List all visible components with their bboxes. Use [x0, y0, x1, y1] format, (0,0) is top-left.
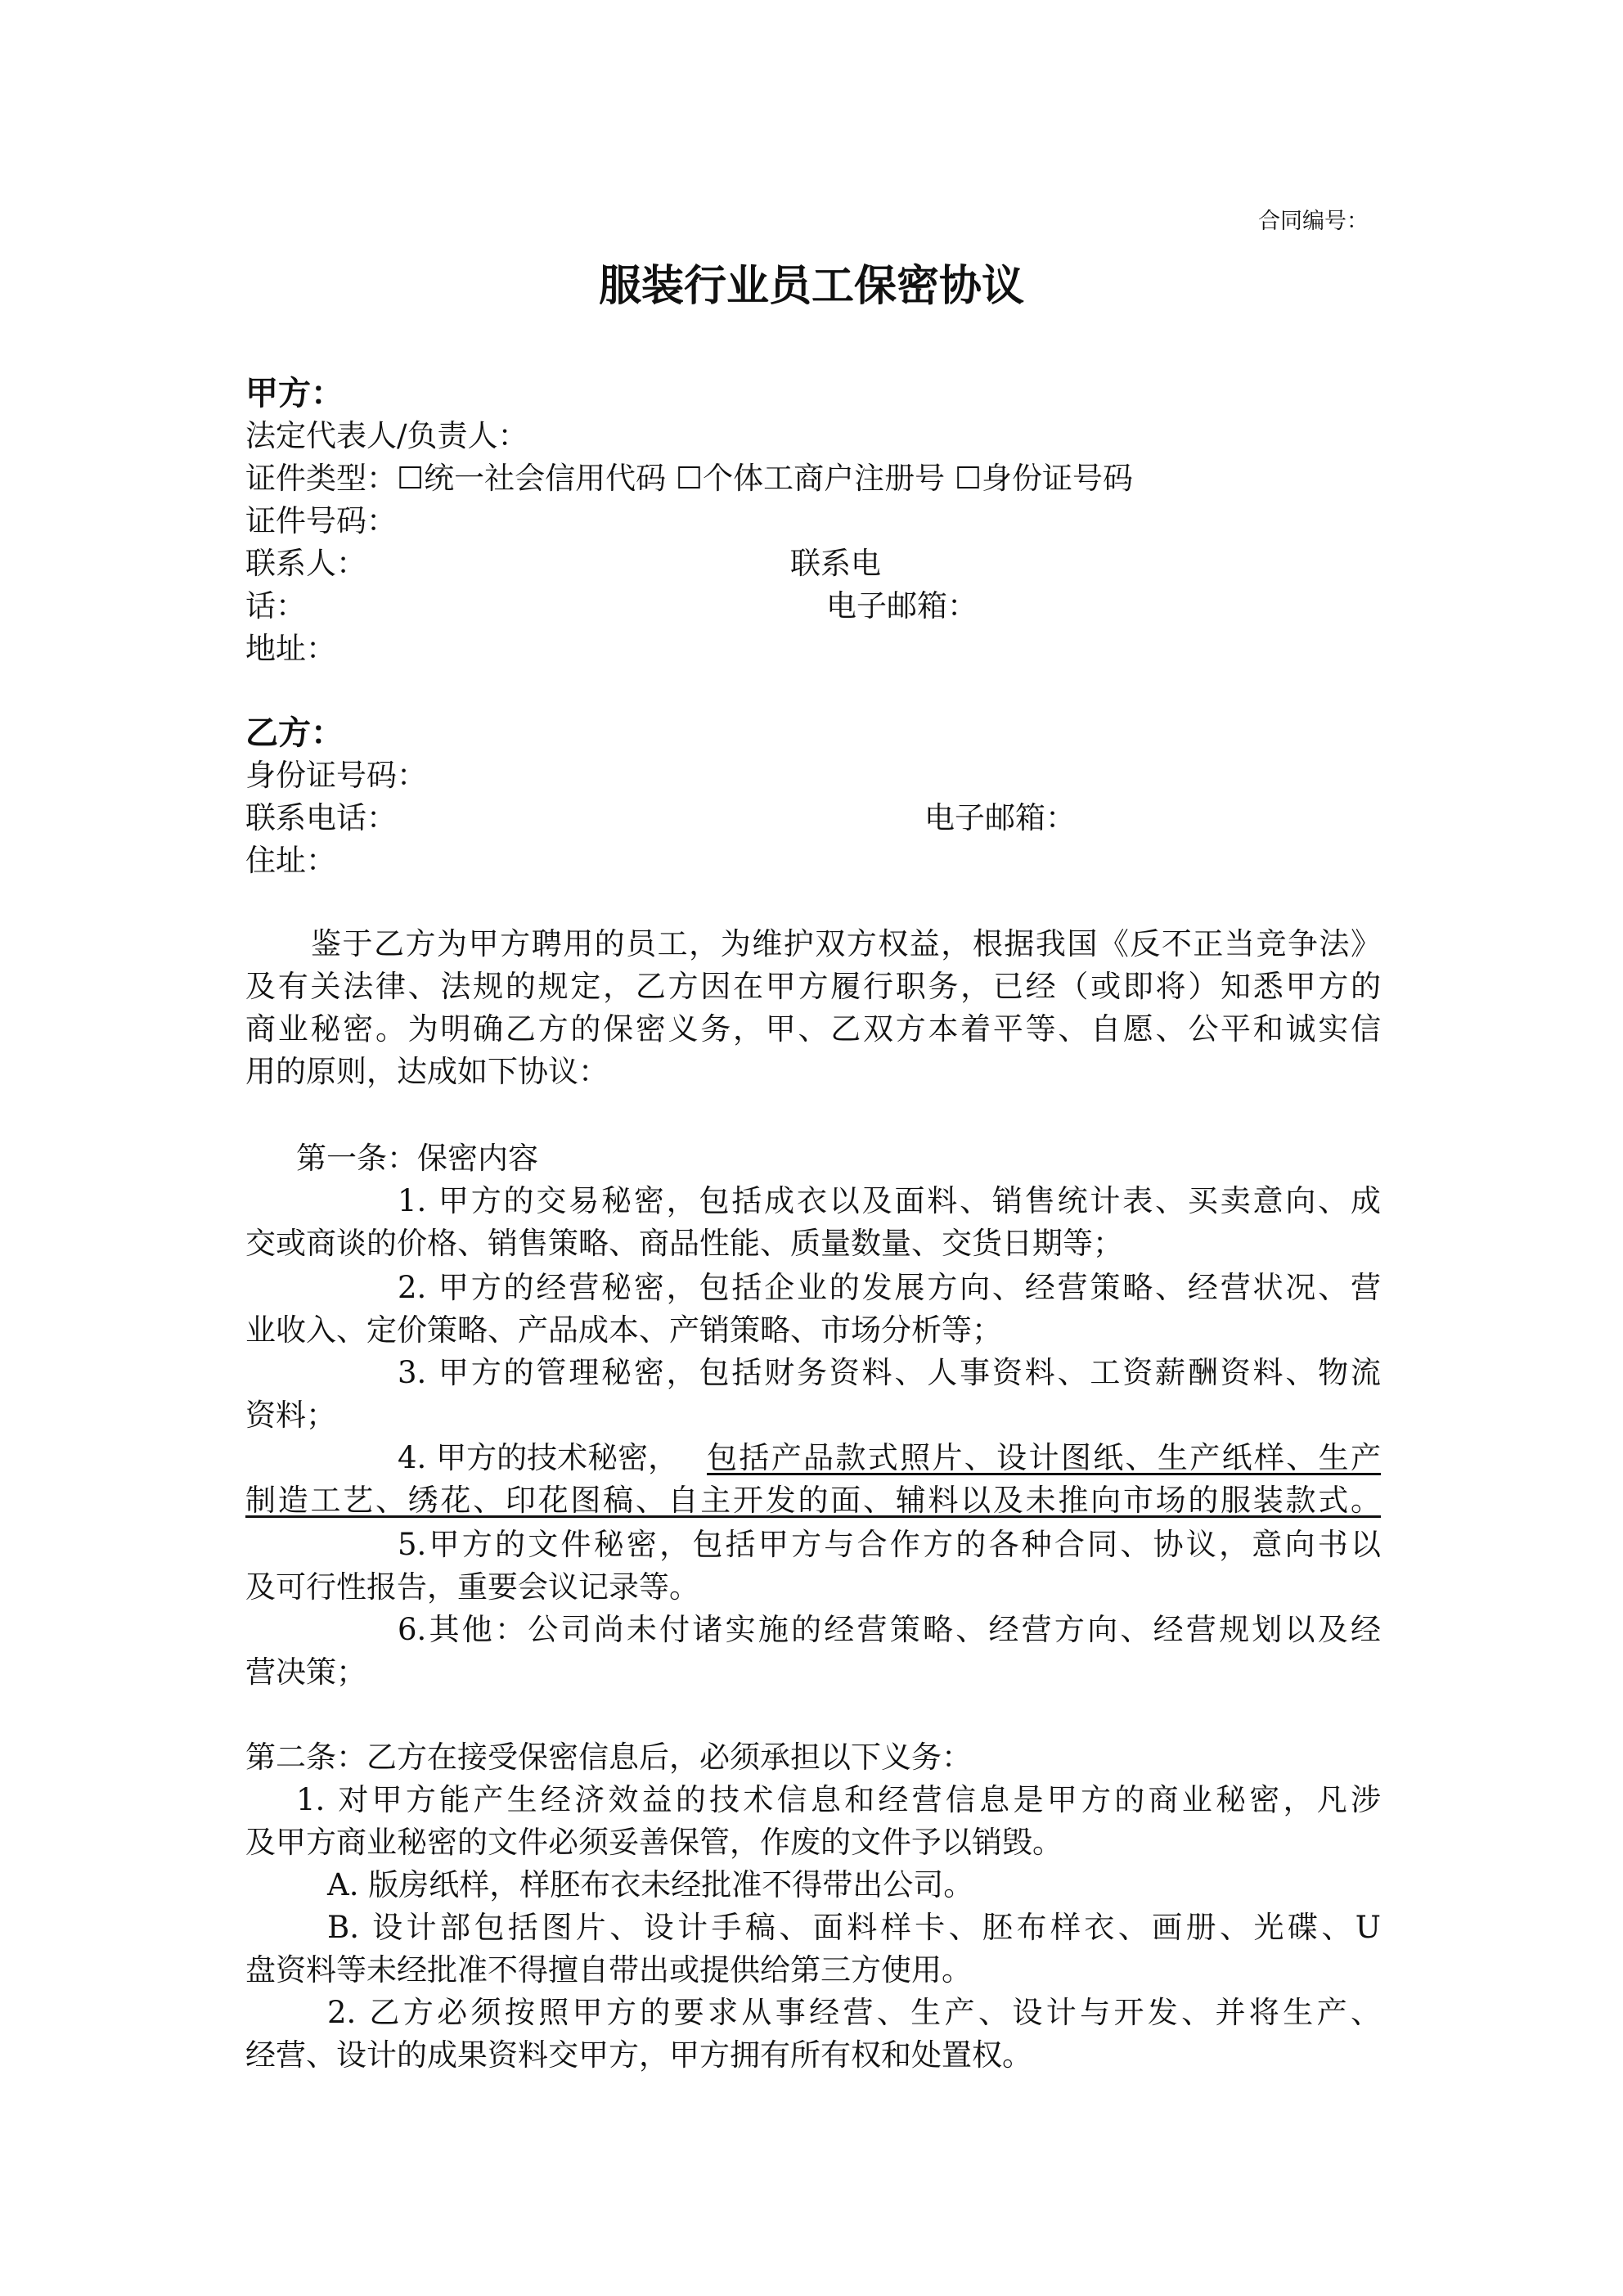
party-b-email: 电子邮箱：: [924, 800, 1076, 835]
article-1-item-4-underlined-cont: 制造工艺、绣花、印花图稿、自主开发的面、辅料以及未推向市场的服装款式。: [245, 1483, 1381, 1518]
article-2-para-1: 1. 对甲方能产生经济效益的技术信息和经营信息是甲方的商业秘密，凡涉: [296, 1782, 1381, 1817]
article-1-item-2: 2. 甲方的经营秘密，包括企业的发展方向、经营策略、经营状况、营: [398, 1270, 1381, 1305]
article-1-item-6-cont: 营决策；: [245, 1654, 366, 1690]
article-2-para-b: B. 设计部包括图片、设计手稿、面料样卡、胚布样衣、画册、光碟、U: [327, 1910, 1381, 1945]
article-1-item-4-underlined: 包括产品款式照片、设计图纸、生产纸样、生产: [707, 1440, 1381, 1475]
party-b-address: 住址：: [245, 843, 336, 878]
party-a-phone-label-start: 联系电: [790, 546, 881, 581]
party-a-id-type: 证件类型：☐统一社会信用代码 ☐个体工商户注册号 ☐身份证号码: [245, 461, 1134, 496]
preamble-line: 及有关法律、法规的规定，乙方因在甲方履行职务，已经（或即将）知悉甲方的: [245, 969, 1381, 1004]
party-b-heading: 乙方：: [245, 714, 344, 752]
article-1-item-2-cont: 业收入、定价策略、产品成本、产销策略、市场分析等；: [245, 1312, 1002, 1348]
party-a-id-number: 证件号码：: [245, 503, 397, 538]
party-a-legal-rep: 法定代表人/负责人：: [245, 418, 528, 453]
article-2-para-2-cont: 经营、设计的成果资料交甲方，甲方拥有所有权和处置权。: [245, 2037, 1032, 2073]
article-1-heading: 第一条：保密内容: [296, 1141, 538, 1176]
preamble-line: 商业秘密。为明确乙方的保密义务，甲、乙双方本着平等、自愿、公平和诚实信: [245, 1011, 1381, 1047]
article-2-para-a: A. 版房纸样，样胚布衣未经批准不得带出公司。: [327, 1867, 974, 1902]
article-2-para-1-cont: 及甲方商业秘密的文件必须妥善保管，作废的文件予以销毁。: [245, 1825, 1063, 1860]
article-1-item-1-cont: 交或商谈的价格、销售策略、商品性能、质量数量、交货日期等；: [245, 1226, 1123, 1261]
article-1-item-1: 1. 甲方的交易秘密，包括成衣以及面料、销售统计表、买卖意向、成: [398, 1183, 1381, 1218]
article-2-heading: 第二条：乙方在接受保密信息后，必须承担以下义务：: [245, 1740, 972, 1775]
article-1-item-6: 6.其他：公司尚未付诸实施的经营策略、经营方向、经营规划以及经: [398, 1612, 1381, 1647]
contract-number-label: 合同编号：: [1258, 209, 1369, 234]
article-1-item-4: 4. 甲方的技术秘密，: [398, 1440, 679, 1475]
party-b-phone: 联系电话：: [245, 800, 397, 835]
article-2-para-2: 2. 乙方必须按照甲方的要求从事经营、生产、设计与开发、并将生产、: [327, 1995, 1381, 2030]
party-a-email: 电子邮箱：: [826, 588, 978, 624]
article-1-item-3: 3. 甲方的管理秘密，包括财务资料、人事资料、工资薪酬资料、物流: [398, 1355, 1381, 1390]
article-1-item-5: 5.甲方的文件秘密，包括甲方与合作方的各种合同、协议，意向书以: [398, 1527, 1381, 1562]
party-a-contact: 联系人：: [245, 546, 366, 581]
article-1-item-3-cont: 资料；: [245, 1398, 336, 1433]
party-b-id-number: 身份证号码：: [245, 758, 427, 793]
party-a-address: 地址：: [245, 631, 336, 666]
party-a-phone-label-end: 话：: [245, 588, 306, 624]
preamble-line: 用的原则，达成如下协议：: [245, 1054, 609, 1089]
article-1-item-5-cont: 及可行性报告，重要会议记录等。: [245, 1569, 699, 1605]
preamble-line: 鉴于乙方为甲方聘用的员工，为维护双方权益，根据我国《反不正当竞争法》: [311, 926, 1381, 961]
party-a-heading: 甲方：: [245, 375, 344, 412]
article-2-para-b-cont: 盘资料等未经批准不得擅自带出或提供给第三方使用。: [245, 1952, 972, 1988]
page-title: 服装行业员工保密协议: [598, 261, 1024, 311]
